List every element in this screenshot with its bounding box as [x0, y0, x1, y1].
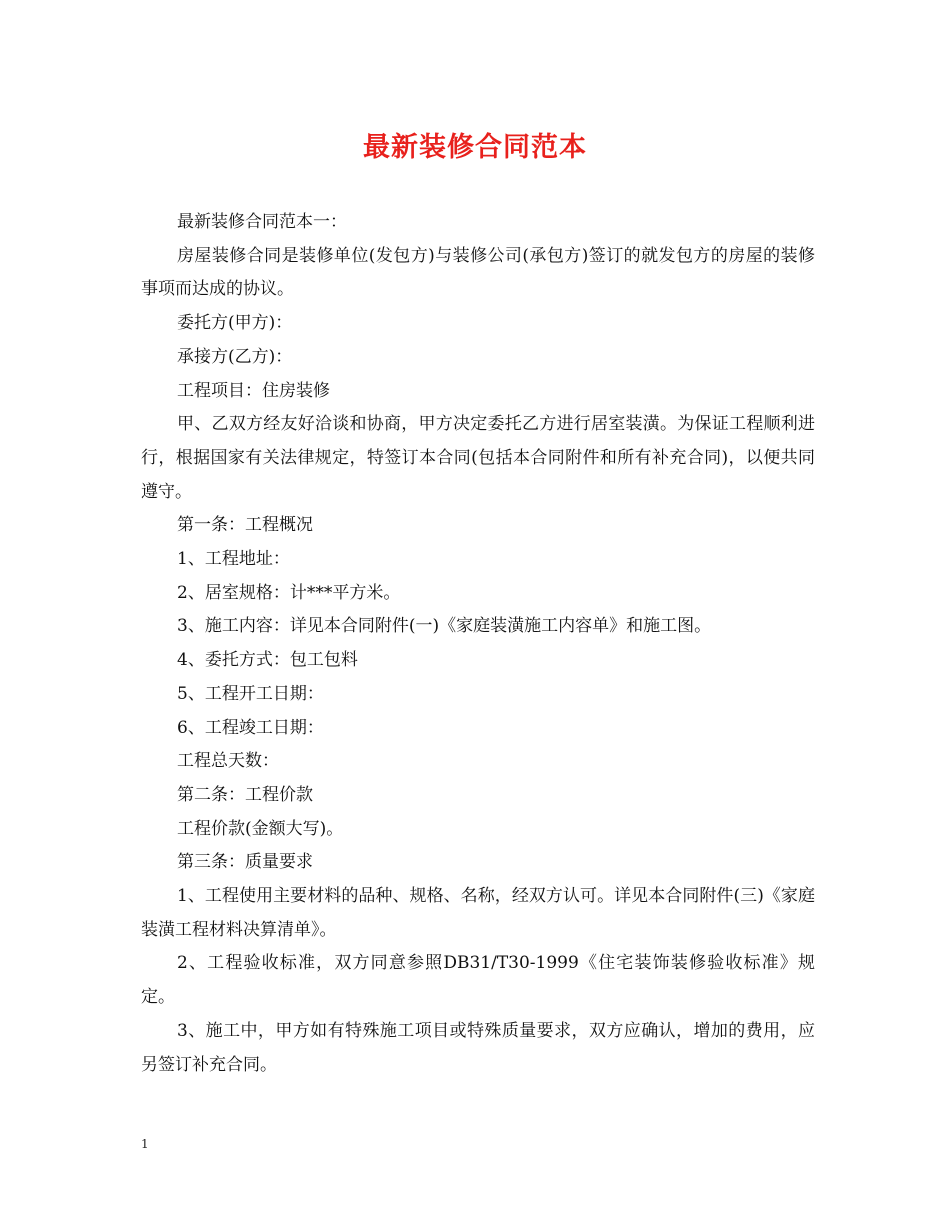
article-2-price: 工程价款(金额大写)。	[177, 818, 344, 839]
article-3-heading: 第三条：质量要求	[177, 852, 313, 873]
article-1-heading: 第一条：工程概况	[177, 515, 313, 536]
paragraph-intro-heading: 最新装修合同范本一：	[177, 212, 347, 232]
article-3-item-1: 1、工程使用主要材料的品种、规格、名称，经双方认可。详见本合同附件(三)《家庭装潢工程材料决算清单》。	[141, 886, 815, 940]
paragraph-party-b: 承接方(乙方)：	[177, 346, 293, 367]
article-1-item-5: 5、工程开工日期：	[177, 683, 324, 704]
article-1-item-4: 4、委托方式：包工包料	[177, 650, 358, 671]
paragraph-project: 工程项目：住房装修	[177, 380, 330, 401]
article-2-heading: 第二条：工程价款	[177, 784, 313, 805]
article-1-item-3: 3、施工内容：详见本合同附件(一)《家庭装潢施工内容单》和施工图。	[177, 616, 712, 637]
paragraph-party-a: 委托方(甲方)：	[177, 313, 293, 334]
article-3-item-3: 3、施工中，甲方如有特殊施工项目或特殊质量要求，双方应确认，增加的费用，应另签订补充合同。	[141, 1020, 815, 1075]
paragraph-definition: 房屋装修合同是装修单位(发包方)与装修公司(承包方)签订的就发包方的房屋的装修事项而达成的协议。	[141, 245, 815, 300]
article-3-item-2: 2、工程验收标准，双方同意参照DB31/T30-1999《住宅装饰装修验收标准》规定。	[141, 953, 815, 1008]
page-number: 1	[141, 1137, 149, 1151]
article-1-item-1: 1、工程地址：	[177, 549, 290, 570]
paragraph-agreement: 甲、乙双方经友好洽谈和协商，甲方决定委托乙方进行居室装潢。为保证工程顺利进行，根据国家有关法律规定，特签订本合同(包括本合同附件和所有补充合同)，以便共同遵守。	[141, 414, 815, 502]
document-body	[141, 206, 815, 1082]
article-1-total-days: 工程总天数：	[177, 751, 279, 772]
article-1-item-2: 2、居室规格：计***平方米。	[177, 582, 401, 603]
document-title: 最新装修合同范本	[363, 132, 587, 163]
article-1-item-6: 6、工程竣工日期：	[177, 717, 324, 738]
